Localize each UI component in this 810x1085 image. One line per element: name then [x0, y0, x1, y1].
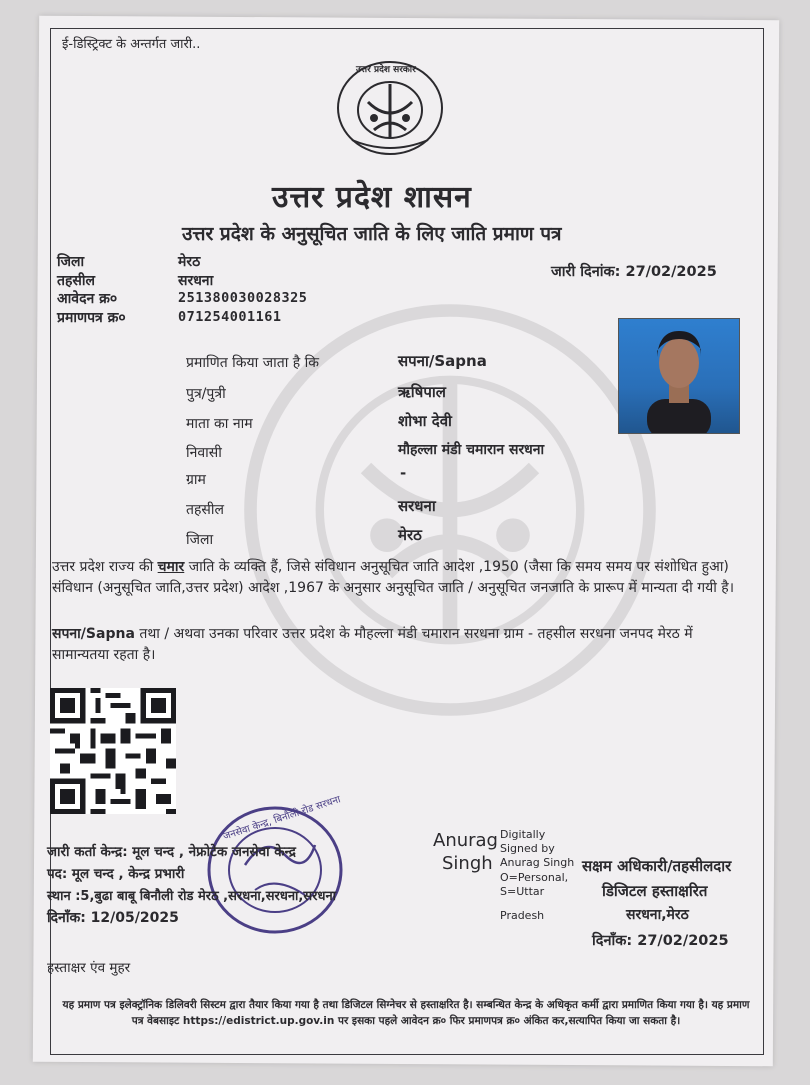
- district-label: जिला: [57, 254, 85, 270]
- issuer-post: पद: मूल चन्द , केन्द्र प्रभारी: [47, 866, 185, 882]
- top-note: ई-डिस्ट्रिक्ट के अन्तर्गत जारी..: [62, 37, 201, 52]
- signer-first-name: Anurag: [433, 830, 498, 851]
- application-number: 251380030028325: [178, 290, 308, 306]
- sig-line-5: S=Uttar: [500, 885, 545, 898]
- certify-label: प्रमाणित किया जाता है कि: [186, 355, 320, 371]
- issuer-place: स्थान :5,बुढा बाबू बिनौली रोड मेरठ ,सरधना,सरधना,सरधना: [47, 889, 337, 904]
- issue-date: जारी दिनांक: 27/02/2025: [551, 264, 717, 280]
- village-value: -: [400, 464, 407, 482]
- sig-line-6: Pradesh: [500, 909, 545, 922]
- caste-text-a: उत्तर प्रदेश राज्य की: [52, 559, 158, 575]
- signer-role: सक्षम अधिकारी/तहसीलदार: [582, 857, 732, 875]
- stamp-text: जनसेवा केन्द्र, बिनौली रोड सरधना: [221, 794, 343, 843]
- resident-label: निवासी: [186, 445, 222, 461]
- signer-date: दिनाँक: 27/02/2025: [592, 933, 729, 949]
- digitally-signed-label: डिजिटल हस्ताक्षरित: [602, 882, 708, 900]
- caste-text-b: जाति के व्यक्ति हैं, जिसे संविधान अनुसूचित जाति आदेश ,1950 (जैसा कि समय समय पर संशोधित हुआ) संविधान (अनुसूचित जाति,उत्तर प्रदेश) आदेश ,1967 के अनुसार अनुसूचित जाति / अनुसूचित जनजाति के प्रारूप में मान्यता दी गयी है।: [52, 559, 735, 596]
- child-of-label: पुत्र/पुत्री: [186, 386, 226, 402]
- signature-seal-label: हस्ताक्षर एंव मुहर: [47, 960, 131, 976]
- village-label: ग्राम: [186, 472, 206, 488]
- tehsil-detail-value: सरधना: [398, 497, 436, 515]
- tehsil-detail-label: तहसील: [186, 502, 224, 518]
- qr-code[interactable]: [50, 688, 176, 814]
- caste-name: चमार: [157, 559, 185, 575]
- footer-note: यह प्रमाण पत्र इलेक्ट्रॉनिक डिलिवरी सिस्टम द्वारा तैयार किया गया है तथा डिजिटल सिग्नेचर से हस्ताक्षरित है। सम्बन्धित केन्द्र के अधिकृत कर्मी द्वारा प्रमाणित किया गया है। यह प्रमाण पत्र वेबसाइट https://edistrict.up.gov.in पर इसका पहले आवेदन क्र० फिर प्रमाणपत्र क्र० अंकित कर,सत्यापित किया जा सकता है।: [62, 999, 750, 1027]
- certificate-label: प्रमाणपत्र क्र०: [57, 310, 126, 326]
- signer-last-name: Singh: [442, 853, 493, 874]
- father-name: ऋषिपाल: [398, 383, 446, 401]
- mother-name: शोभा देवी: [398, 412, 452, 430]
- certificate-number: 071254001161: [178, 309, 282, 325]
- tehsil-label: तहसील: [57, 273, 95, 289]
- applicant-name: सपना/Sapna: [398, 352, 487, 370]
- caste-declaration: [52, 557, 752, 599]
- district-detail-label: जिला: [186, 532, 214, 548]
- sig-line-2: Signed by: [500, 842, 555, 855]
- emblem-text: उत्तर प्रदेश सरकार: [356, 65, 416, 75]
- district-value: मेरठ: [178, 254, 201, 270]
- person-icon: [619, 319, 739, 433]
- application-label: आवेदन क्र०: [57, 291, 118, 307]
- residence-name: सपना/Sapna: [52, 626, 135, 642]
- issuer-date: दिनाँक: 12/05/2025: [47, 910, 179, 926]
- sig-line-3: Anurag Singh: [500, 856, 575, 869]
- issuing-center: जारी कर्ता केन्द्र: मूल चन्द , नेफ्रोटेक जनसेवा केन्द्र: [47, 844, 296, 860]
- page-title: उत्तर प्रदेश शासन: [272, 180, 472, 215]
- mother-label: माता का नाम: [186, 416, 253, 432]
- sig-line-1: Digitally: [500, 828, 546, 841]
- residence-text: तथा / अथवा उनका परिवार उत्तर प्रदेश के मौहल्ला मंडी चमारान सरधना ग्राम - तहसील सरधना जनपद मेरठ में सामान्यतया रहता है।: [52, 626, 693, 663]
- sig-line-4: O=Personal,: [500, 871, 569, 884]
- district-detail-value: मेरठ: [398, 526, 422, 544]
- certificate-subtitle: उत्तर प्रदेश के अनुसूचित जाति के लिए जाति प्रमाण पत्र: [182, 223, 562, 245]
- residence-declaration: [52, 624, 752, 666]
- applicant-photo: [618, 318, 740, 434]
- tehsil-value: सरधना: [178, 273, 214, 289]
- resident-address: मौहल्ला मंडी चमारान सरधना: [398, 442, 545, 458]
- signer-place: सरधना,मेरठ: [626, 907, 689, 923]
